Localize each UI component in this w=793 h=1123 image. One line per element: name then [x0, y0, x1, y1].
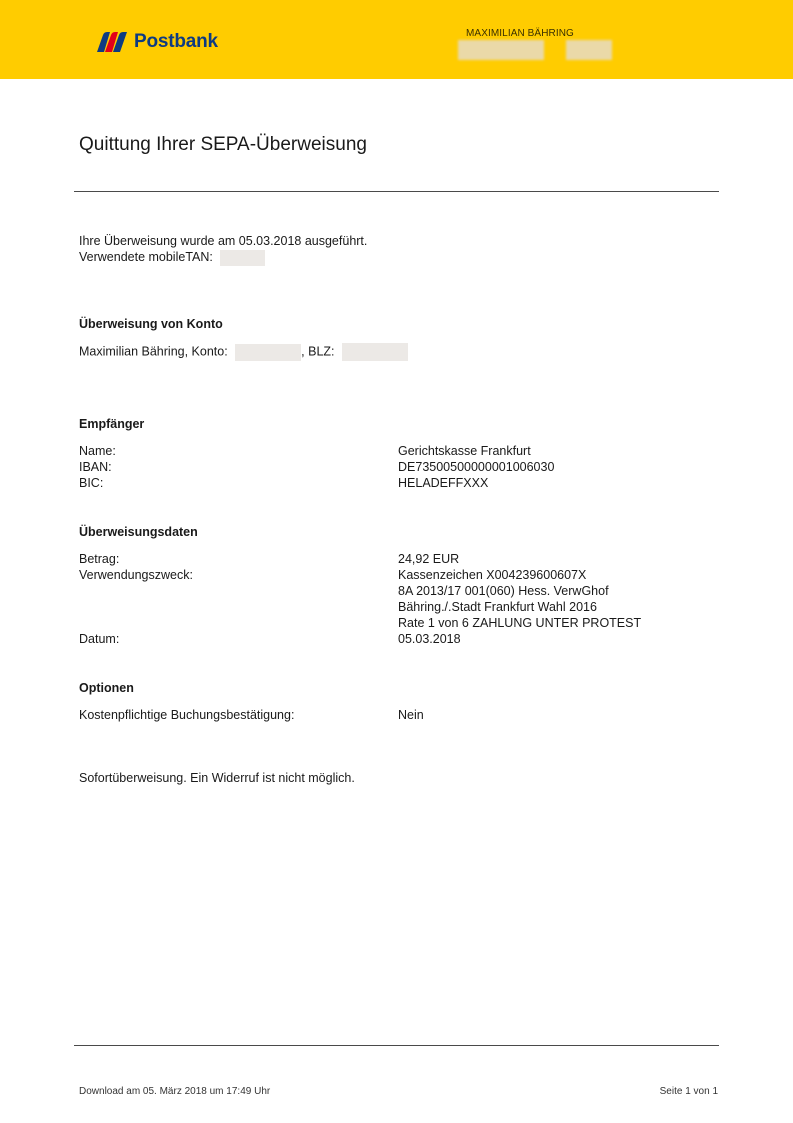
postbank-logo [96, 30, 218, 54]
divider [74, 191, 719, 192]
amount-label: Betrag: [79, 552, 120, 566]
recipient-bic-label: BIC: [79, 476, 104, 490]
download-timestamp: Download am 05. März 2018 um 17:49 Uhr [79, 1086, 271, 1097]
recipient-iban-value: DE73500500000001006030 [398, 460, 555, 474]
purpose-line: Bähring./.Stadt Frankfurt Wahl 2016 [398, 600, 597, 614]
booking-confirmation-label: Kostenpflichtige Buchungsbestätigung: [79, 708, 295, 722]
date-value: 05.03.2018 [398, 632, 461, 646]
purpose-line: Rate 1 von 6 ZAHLUNG UNTER PROTEST [398, 616, 642, 630]
customer-name: MAXIMILIAN BÄHRING [466, 28, 574, 39]
recipient-name-value: Gerichtskasse Frankfurt [398, 444, 531, 458]
redacted-address [458, 40, 544, 60]
from-account-line [79, 343, 408, 361]
divider [74, 1045, 719, 1046]
account-holder: Maximilian Bähring, Konto: [79, 344, 228, 359]
section-heading-recipient: Empfänger [79, 417, 145, 431]
section-heading-options: Optionen [79, 681, 134, 695]
execution-notice: Ihre Überweisung wurde am 05.03.2018 ausgeführt. [79, 234, 368, 248]
redacted-blz [342, 343, 408, 361]
page-number: Seite 1 von 1 [659, 1086, 718, 1097]
recipient-iban-label: IBAN: [79, 460, 112, 474]
blz-label: , BLZ: [301, 344, 335, 359]
mobiletan-label: Verwendete mobileTAN: [79, 250, 213, 264]
page-title: Quittung Ihrer SEPA-Überweisung [79, 134, 367, 155]
amount-value: 24,92 EUR [398, 552, 460, 566]
redacted-address [566, 40, 612, 60]
purpose-line: Kassenzeichen X004239600607X [398, 568, 587, 582]
mobiletan-line [79, 249, 265, 266]
postbank-wings-icon [96, 31, 128, 53]
purpose-label: Verwendungszweck: [79, 568, 193, 582]
revocation-note: Sofortüberweisung. Ein Widerruf ist nicht möglich. [79, 771, 355, 785]
section-heading-transfer-data: Überweisungsdaten [79, 525, 198, 539]
recipient-bic-value: HELADEFFXXX [398, 476, 489, 490]
purpose-line: 8A 2013/17 001(060) Hess. VerwGhof [398, 584, 609, 598]
header-bar [0, 0, 793, 79]
date-label: Datum: [79, 632, 120, 646]
section-heading-from-account: Überweisung von Konto [79, 317, 223, 331]
recipient-name-label: Name: [79, 444, 116, 458]
brand-name: Postbank [134, 31, 218, 52]
booking-confirmation-value: Nein [398, 708, 424, 722]
redacted-account-number [235, 344, 301, 361]
redacted-tan [220, 250, 265, 266]
